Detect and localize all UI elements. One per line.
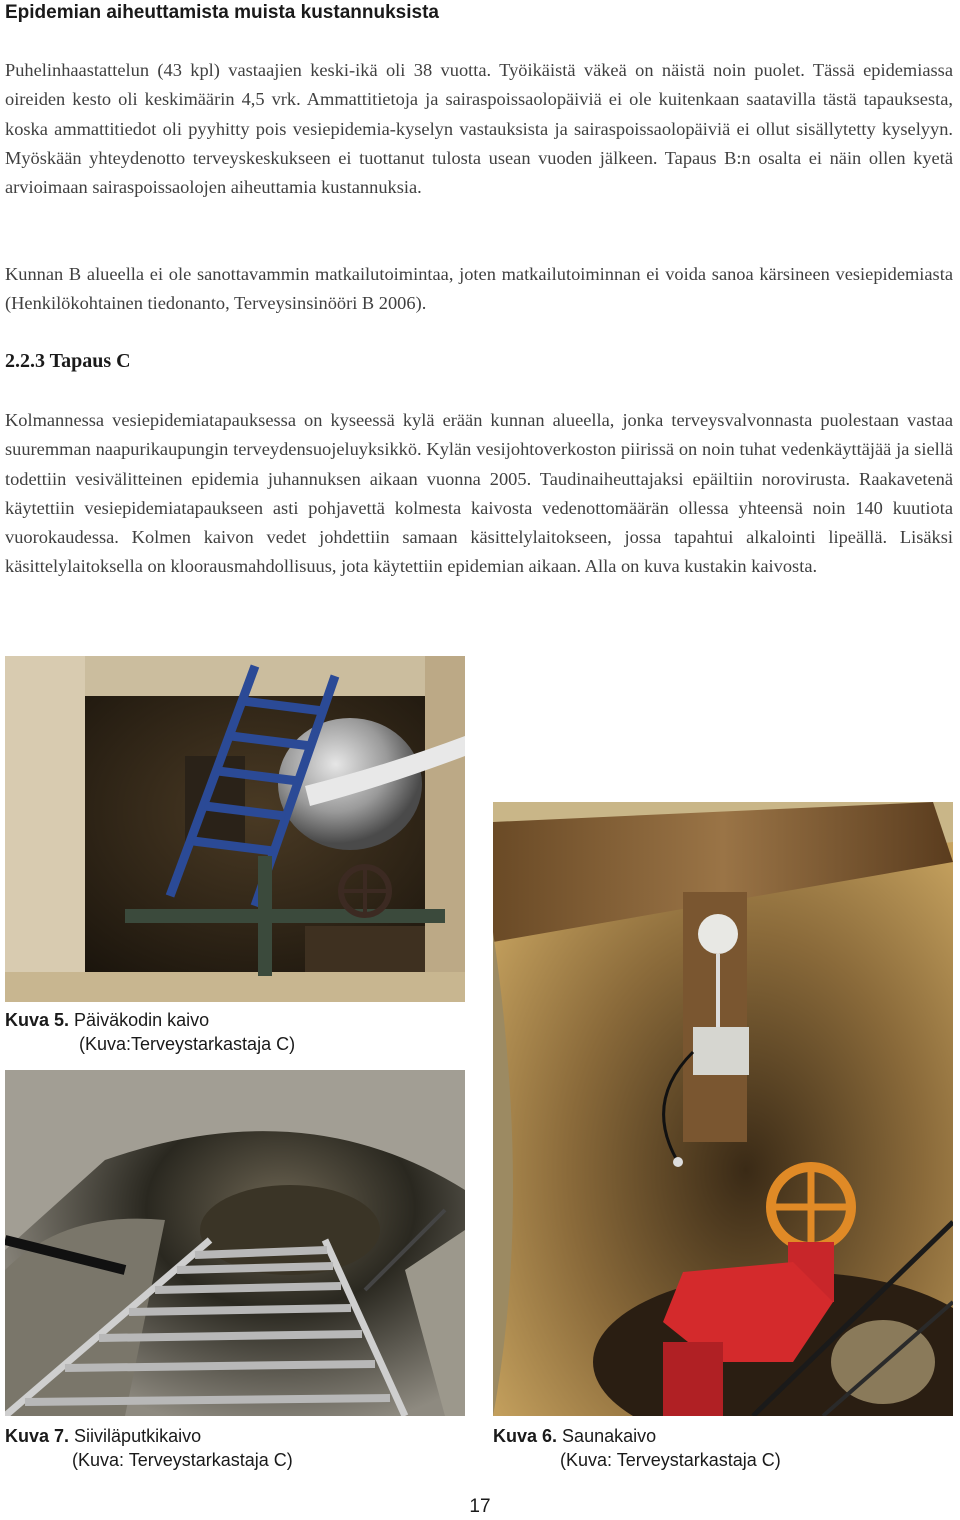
subsection-heading: 2.2.3 Tapaus C [5, 350, 131, 372]
caption-label: Kuva 6. [493, 1426, 558, 1446]
caption-figure-5 [5, 1008, 295, 1056]
caption-title: Saunakaivo [562, 1426, 657, 1446]
caption-source: (Kuva:Terveystarkastaja C) [79, 1034, 296, 1054]
caption-figure-7 [5, 1424, 293, 1472]
caption-label: Kuva 7. [5, 1426, 70, 1446]
section-heading: Epidemian aiheuttamista muista kustannuksista [5, 2, 439, 23]
caption-figure-6 [493, 1424, 781, 1472]
caption-title: Siiviläputkikaivo [74, 1426, 202, 1446]
paragraph-tourism: Kunnan B alueella ei ole sanottavammin matkailutoimintaa, joten matkailutoiminnan ei voida sanoa kärsineen vesiepidemiasta (Henkilökohtainen tiedonanto, Terveysinsinööri B 2006). [5, 264, 953, 314]
caption-source: (Kuva: Terveystarkastaja C) [560, 1450, 781, 1470]
caption-label: Kuva 5. [5, 1010, 70, 1030]
caption-title: Päiväkodin kaivo [74, 1010, 210, 1030]
page-number: 17 [469, 1496, 491, 1517]
photo-siivilaputkikaivo [5, 1070, 465, 1416]
paragraph-costs: Puhelinhaastattelun (43 kpl) vastaajien keski-ikä oli 38 vuotta. Työikäistä väkeä on näistä noin puolet. Tässä epidemiassa oireiden kesto oli keskimäärin 4,5 vrk. Ammattitietoja ja sairaspoissaolopäiviä ei ole kuitenkaan saatavilla tästä tapauksesta, koska ammattitiedot oli pyyhitty pois vesiepidemia-kyselyn vastauksista ja sairaspoissaolopäiviä ei ollut sisällytetty kyselyyn. Myöskään yhteydenotto terveyskeskukseen ei tuottanut tulosta usean vuoden jälkeen. Tapaus B:n osalta ei näin ollen kyetä arvioimaan sairaspoissaolojen aiheuttamia kustannuksia. [5, 60, 953, 198]
caption-source: (Kuva: Terveystarkastaja C) [72, 1450, 293, 1470]
photo-paivakodin-kaivo [5, 656, 465, 1002]
paragraph-case-c: Kolmannessa vesiepidemiatapauksessa on kyseessä kylä erään kunnan alueella, jonka terveysvalvonnasta puolestaan vastaa suuremman naapurikaupungin terveydensuojeluyksikkö. Kylän vesijohtoverkoston piirissä on noin tuhat vedenkäyttäjää ja siellä todettiin vesivälitteinen epidemia juhannuksen aikaan vuonna 2005. Taudinaiheuttajaksi epäiltiin norovirusta. Raakavetenä käytettiin vesiepidemiatapaukseen asti pohjavettä kolmesta kaivosta vedenottomäärän ollessa yhteensä noin 140 kuutiota vuorokaudessa. Kolmen kaivon vedet johdettiin samaan käsittelylaitokseen, jossa tapahtui alkalointi lipeällä. Lisäksi käsittelylaitoksella on kloorausmahdollisuus, jota käytettiin epidemian aikaan. Alla on kuva kustakin kaivosta. [5, 410, 953, 577]
photo-saunakaivo [493, 802, 953, 1416]
